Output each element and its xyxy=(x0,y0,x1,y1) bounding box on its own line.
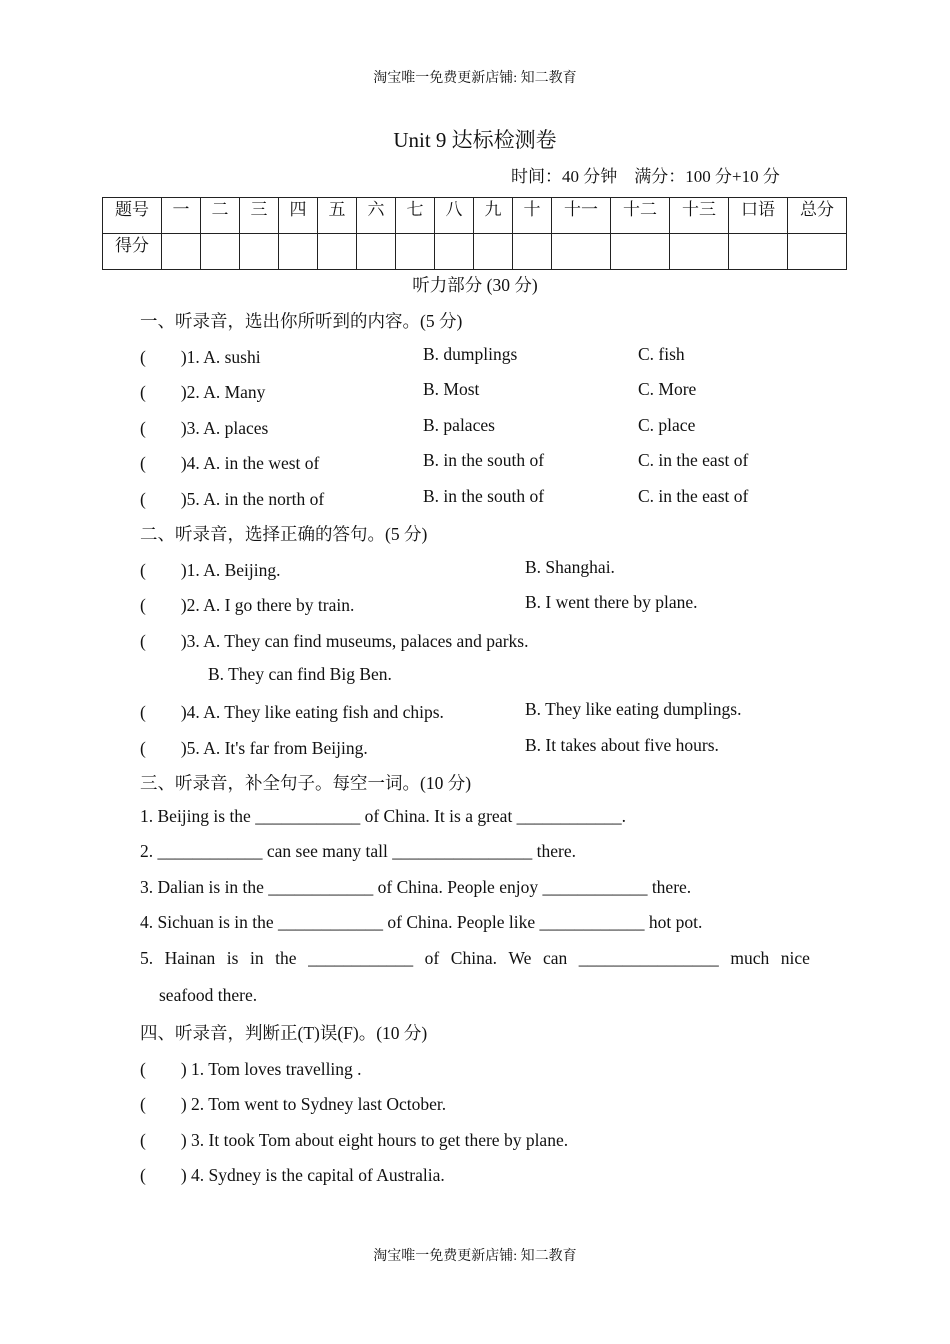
s3-line-5-word: Hainan xyxy=(164,948,216,968)
score-cell: 总分 xyxy=(788,198,847,234)
score-cell: 二 xyxy=(201,198,240,234)
score-cell: 十一 xyxy=(552,198,611,234)
section-3-title: 三、听录音，补全句子。每空一词。(10 分) xyxy=(140,773,472,793)
s3-line-5-word: is xyxy=(226,948,239,968)
s2-q4: ( )4. A. They like eating fish and chips. xyxy=(140,702,444,722)
s3-line-5-word: nice xyxy=(780,948,810,968)
s3-line-5 xyxy=(140,948,810,969)
score-table xyxy=(102,197,847,270)
s3-line-5-word: We xyxy=(508,948,532,968)
s4-line-3: ( ) 3. It took Tom about eight hours to get there by plane. xyxy=(140,1130,569,1150)
page-header: 淘宝唯一免费更新店铺: 知二教育 xyxy=(373,71,577,86)
s2-q5: ( )5. A. It's far from Beijing. xyxy=(140,738,368,758)
section-4-title: 四、听录音，判断正(T)误(F)。(10 分) xyxy=(140,1023,428,1043)
section-2-title: 二、听录音，选择正确的答句。(5 分) xyxy=(140,524,428,544)
score-blank[interactable] xyxy=(788,234,847,270)
score-cell: 一 xyxy=(162,198,201,234)
score-blank[interactable] xyxy=(318,234,357,270)
score-cell: 六 xyxy=(357,198,396,234)
s4-line-1: ( ) 1. Tom loves travelling . xyxy=(140,1059,362,1079)
s1-q2: ( )2. A. Many xyxy=(140,382,266,402)
s2-q1: ( )1. A. Beijing. xyxy=(140,560,281,580)
score-cell: 十 xyxy=(513,198,552,234)
s3-line-5-blank: ____________ xyxy=(308,948,414,968)
listening-title: 听力部分 (30 分) xyxy=(412,275,538,295)
s3-line-5-word: China. xyxy=(450,948,497,968)
score-blank[interactable] xyxy=(513,234,552,270)
s1-q5-option-c: C. in the east of xyxy=(638,486,749,506)
score-table-header-row xyxy=(103,198,847,234)
score-cell: 十二 xyxy=(611,198,670,234)
score-blank[interactable] xyxy=(474,234,513,270)
score-label: 得分 xyxy=(103,234,162,270)
score-cell: 九 xyxy=(474,198,513,234)
s3-line-4: 4. Sichuan is in the ____________ of China. People like ____________ hot pot. xyxy=(140,912,703,932)
s2-q5-option-b: B. It takes about five hours. xyxy=(525,735,719,755)
score-blank[interactable] xyxy=(201,234,240,270)
s2-q4-option-b: B. They like eating dumplings. xyxy=(525,699,742,719)
s3-line-5-word: in xyxy=(250,948,264,968)
s2-q2: ( )2. A. I go there by train. xyxy=(140,595,355,615)
score-blank[interactable] xyxy=(396,234,435,270)
score-cell: 十三 xyxy=(670,198,729,234)
score-blank[interactable] xyxy=(611,234,670,270)
s3-line-3: 3. Dalian is in the ____________ of China. People enjoy ____________ there. xyxy=(140,877,692,897)
score-cell: 五 xyxy=(318,198,357,234)
s1-q3-option-c: C. place xyxy=(638,415,696,435)
score-cell: 七 xyxy=(396,198,435,234)
s1-q4-option-b: B. in the south of xyxy=(423,450,545,470)
score-blank[interactable] xyxy=(552,234,611,270)
s3-line-5-word: the xyxy=(275,948,297,968)
s2-q3: ( )3. A. They can find museums, palaces and parks. xyxy=(140,631,529,651)
s1-q3: ( )3. A. places xyxy=(140,418,269,438)
s1-q3-option-b: B. palaces xyxy=(423,415,495,435)
score-blank[interactable] xyxy=(670,234,729,270)
s3-line-5-word: of xyxy=(424,948,440,968)
score-blank[interactable] xyxy=(357,234,396,270)
exam-meta: 时间：40 分钟 满分：100 分+10 分 xyxy=(511,167,780,186)
s1-q2-option-b: B. Most xyxy=(423,379,480,399)
s3-line-5-word: much xyxy=(730,948,770,968)
score-table-score-row xyxy=(103,234,847,270)
s3-line-5-blank: ________________ xyxy=(578,948,719,968)
score-cell: 四 xyxy=(279,198,318,234)
s2-q3-option-b: B. They can find Big Ben. xyxy=(208,664,392,684)
s3-line-5-word: can xyxy=(542,948,568,968)
s1-q4-option-c: C. in the east of xyxy=(638,450,749,470)
s1-q1-option-b: B. dumplings xyxy=(423,344,518,364)
s3-line-2: 2. ____________ can see many tall ________________ there. xyxy=(140,841,576,861)
score-blank[interactable] xyxy=(240,234,279,270)
section-1-title: 一、听录音，选出你所听到的内容。(5 分) xyxy=(140,311,463,331)
s2-q1-option-b: B. Shanghai. xyxy=(525,557,615,577)
score-blank[interactable] xyxy=(162,234,201,270)
page-title: Unit 9 达标检测卷 xyxy=(393,128,557,152)
s3-line-5-word: 5. xyxy=(140,948,154,968)
s3-line-1: 1. Beijing is the ____________ of China. It is a great ____________. xyxy=(140,806,627,826)
s1-q4: ( )4. A. in the west of xyxy=(140,453,320,473)
s1-q2-option-c: C. More xyxy=(638,379,697,399)
s2-q2-option-b: B. I went there by plane. xyxy=(525,592,698,612)
score-blank[interactable] xyxy=(279,234,318,270)
s3-line-5-continued: seafood there. xyxy=(159,985,258,1005)
score-cell: 八 xyxy=(435,198,474,234)
score-blank[interactable] xyxy=(435,234,474,270)
s1-q5-option-b: B. in the south of xyxy=(423,486,545,506)
score-cell: 三 xyxy=(240,198,279,234)
s1-q5: ( )5. A. in the north of xyxy=(140,489,325,509)
score-cell: 题号 xyxy=(103,198,162,234)
score-blank[interactable] xyxy=(729,234,788,270)
s1-q1: ( )1. A. sushi xyxy=(140,347,261,367)
s4-line-2: ( ) 2. Tom went to Sydney last October. xyxy=(140,1094,447,1114)
s1-q1-option-c: C. fish xyxy=(638,344,685,364)
score-cell: 口语 xyxy=(729,198,788,234)
page-footer: 淘宝唯一免费更新店铺: 知二教育 xyxy=(373,1249,577,1264)
s4-line-4: ( ) 4. Sydney is the capital of Australia. xyxy=(140,1165,445,1185)
